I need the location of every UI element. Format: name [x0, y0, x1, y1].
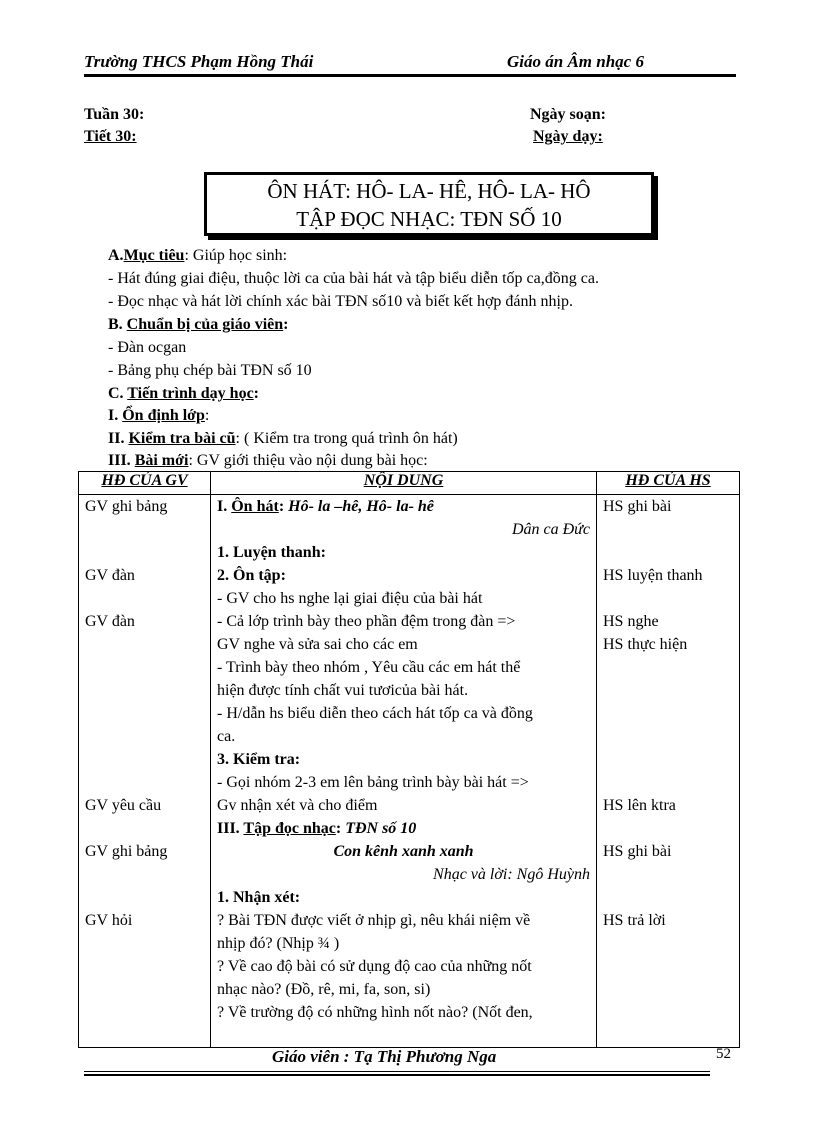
preparation-colon: : — [283, 316, 289, 333]
step-3-prefix: III. — [108, 452, 135, 469]
preparation-heading — [108, 315, 288, 335]
content-line: Gv nhận xét và cho điểm — [217, 797, 378, 814]
question-line: ? Về trường độ có những hình nốt nào? (Nốt đen, — [217, 1004, 533, 1021]
subsection-remarks: 1. Nhận xét: — [217, 889, 301, 906]
step-3-label: Bài mới — [134, 452, 189, 469]
teacher-activity: GV đàn — [85, 567, 135, 584]
procedure-prefix: C. — [108, 385, 128, 402]
section-3-label: Tập đọc nhạc — [243, 820, 336, 837]
student-activity-cell — [597, 495, 740, 1048]
footer-divider — [84, 1071, 710, 1072]
preparation-item-1: - Đàn ocgan — [108, 339, 187, 356]
step-3-heading — [108, 451, 428, 471]
question-line: ? Bài TĐN được viết ở nhịp gì, nêu khái niệm về — [217, 912, 531, 929]
step-2-label: Kiểm tra bài cũ — [128, 430, 236, 447]
objective-item-1: - Hát đúng giai điệu, thuộc lời ca của bài hát và tập biểu diễn tốp ca,đồng ca. — [108, 270, 599, 287]
teacher-activity: GV đàn — [85, 613, 135, 630]
piece-author: Nhạc và lời: Ngô Huỳnh — [433, 866, 590, 883]
prepared-date-label: Ngày soạn: — [530, 106, 607, 123]
step-1-colon: : — [204, 407, 210, 424]
student-activity: HS nghe — [603, 613, 659, 630]
column-header-content: NỘI DUNG — [211, 472, 597, 495]
content-cell — [211, 495, 597, 1048]
content-line: - H/dẫn hs biểu diễn theo cách hát tốp ca và đồng — [217, 705, 533, 722]
section-1-colon: : — [278, 498, 289, 515]
preparation-prefix: B. — [108, 316, 127, 333]
subsection-review: 2. Ôn tập: — [217, 567, 286, 584]
lesson-title-line2: TẬP ĐỌC NHẠC: TĐN SỐ 10 — [296, 207, 562, 231]
subsection-check: 3. Kiểm tra: — [217, 751, 301, 768]
teacher-activity: GV hỏi — [85, 912, 133, 929]
procedure-label: Tiến trình dạy học — [127, 385, 254, 402]
content-line: hiện được tính chất vui tươicủa bài hát. — [217, 682, 469, 699]
procedure-heading — [108, 384, 259, 404]
column-header-student: HĐ CỦA HS — [597, 472, 740, 495]
question-line: nhạc nào? (Đồ, rê, mi, fa, son, si) — [217, 981, 431, 998]
student-activity: HS ghi bài — [603, 843, 672, 860]
student-activity: HS ghi bài — [603, 498, 672, 515]
content-line: ca. — [217, 728, 236, 745]
question-line: ? Về cao độ bài có sử dụng độ cao của những nốt — [217, 958, 532, 975]
content-line: GV nghe và sửa sai cho các em — [217, 636, 418, 653]
step-2-heading — [108, 429, 458, 449]
teacher-activity-cell — [79, 495, 211, 1048]
period-label: Tiết 30: — [84, 128, 137, 145]
subject-name: Giáo án Âm nhạc 6 — [507, 52, 644, 71]
teacher-name: Giáo viên : Tạ Thị Phương Nga — [272, 1047, 497, 1066]
subsection-warmup: 1. Luyện thanh: — [217, 544, 326, 561]
school-name: Trường THCS Phạm Hồng Thái — [84, 52, 314, 71]
objective-item-2: - Đọc nhạc và hát lời chính xác bài TĐN số10 và biết kết hợp đánh nhịp. — [108, 293, 573, 310]
objective-label: Mục tiêu — [123, 247, 185, 264]
step-1-heading — [108, 406, 209, 426]
taught-date-label: Ngày dạy: — [533, 128, 603, 145]
section-3-colon: : — [335, 820, 346, 837]
student-activity: HS lên ktra — [603, 797, 676, 814]
procedure-colon: : — [253, 385, 259, 402]
week-label: Tuần 30: — [84, 106, 145, 123]
section-3-prefix: III. — [217, 820, 244, 837]
objective-prefix: A. — [108, 247, 124, 264]
step-1-label: Ổn định lớp — [122, 407, 205, 424]
preparation-item-2: - Bảng phụ chép bài TĐN số 10 — [108, 362, 312, 379]
section-1-label: Ôn hát — [231, 498, 279, 515]
header-divider — [84, 74, 736, 77]
teacher-activity: GV ghi bảng — [85, 498, 168, 515]
lesson-title-box — [204, 172, 654, 236]
piece-title: Con kênh xanh xanh — [333, 843, 474, 860]
student-activity: HS thực hiện — [603, 636, 688, 653]
section-1-heading — [217, 495, 590, 518]
content-line: - Gọi nhóm 2-3 em lên bảng trình bày bài hát => — [217, 774, 529, 791]
table-header-row — [79, 472, 740, 495]
content-line: - Cả lớp trình bày theo phần đệm trong đàn => — [217, 613, 516, 630]
lesson-plan-table — [78, 471, 740, 1048]
table-row — [79, 495, 740, 1048]
objective-heading — [108, 246, 287, 266]
lesson-title-line1: ÔN HÁT: HÔ- LA- HÊ, HÔ- LA- HÔ — [267, 179, 591, 203]
content-line: - Trình bày theo nhóm , Yêu cầu các em hát thể — [217, 659, 521, 676]
student-activity: HS luyện thanh — [603, 567, 703, 584]
objective-text: : Giúp học sinh: — [184, 247, 288, 264]
preparation-label: Chuẩn bị của giáo viên — [126, 316, 284, 333]
content-line: - GV cho hs nghe lại giai điệu của bài hát — [217, 590, 483, 607]
section-3-heading — [217, 817, 590, 840]
step-2-text: : ( Kiểm tra trong quá trình ôn hát) — [235, 430, 458, 447]
reading-title: TĐN số 10 — [345, 820, 417, 837]
step-2-prefix: II. — [108, 430, 129, 447]
song-origin: Dân ca Đức — [511, 521, 590, 538]
song-title: Hô- la –hê, Hô- la- hê — [288, 498, 434, 515]
footer-divider-bold — [84, 1074, 710, 1076]
question-line: nhịp đó? (Nhịp ¾ ) — [217, 935, 340, 952]
step-1-prefix: I. — [108, 407, 123, 424]
page-number: 52 — [716, 1046, 731, 1062]
section-1-prefix: I. — [217, 498, 232, 515]
teacher-activity: GV yêu cầu — [85, 797, 162, 814]
teacher-activity: GV ghi bảng — [85, 843, 168, 860]
step-3-text: : GV giới thiệu vào nội dung bài học: — [188, 452, 428, 469]
student-activity: HS trả lời — [603, 912, 666, 929]
column-header-teacher: HĐ CỦA GV — [79, 472, 211, 495]
